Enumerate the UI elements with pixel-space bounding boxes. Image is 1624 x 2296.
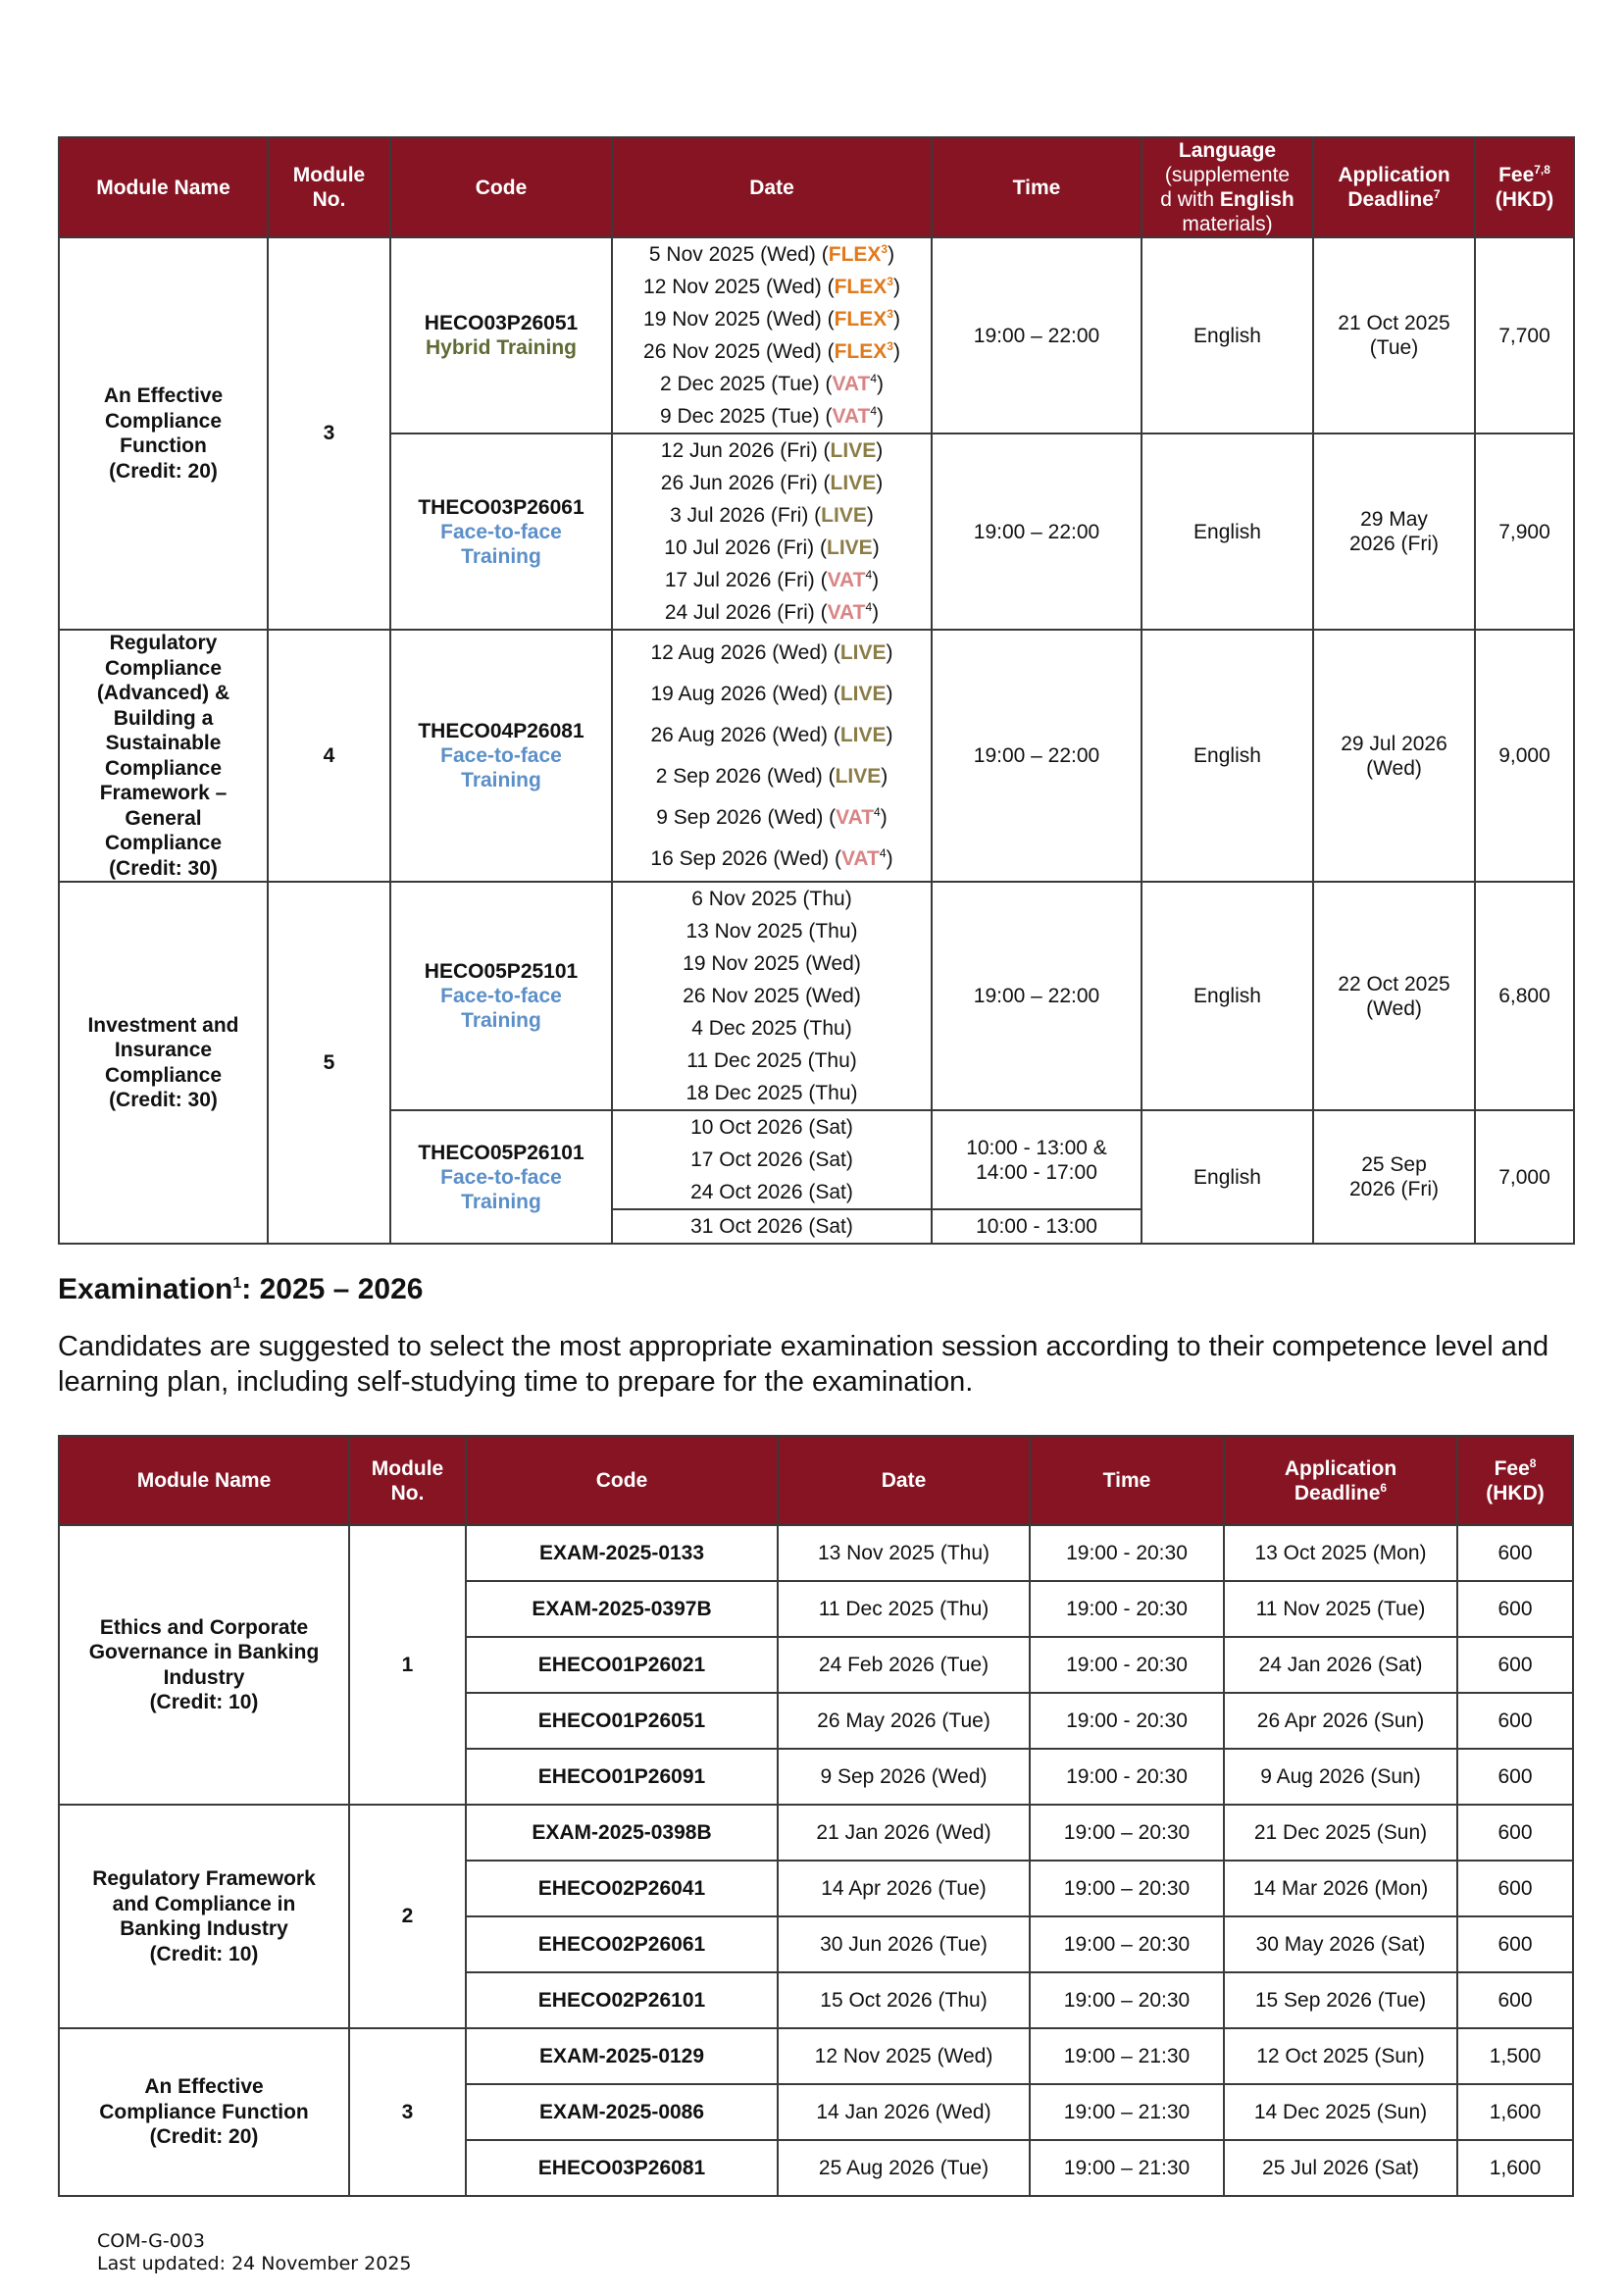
- exam-date-cell: 24 Feb 2026 (Tue): [778, 1637, 1030, 1693]
- module-no-cell: 1: [349, 1525, 466, 1805]
- header-code: Code: [466, 1436, 778, 1525]
- exam-time-cell: 19:00 – 20:30: [1030, 1805, 1224, 1861]
- fee-cell: 1,600: [1457, 2140, 1573, 2196]
- fee-cell: 600: [1457, 1861, 1573, 1916]
- fee-cell: 6,800: [1475, 882, 1574, 1110]
- delivery-mode: Face-to-face Training: [440, 520, 562, 568]
- training-schedule-table: [58, 136, 1575, 1245]
- class-code: HECO05P25101: [424, 960, 579, 983]
- header-module-no: Module No.: [349, 1436, 466, 1525]
- table-row: [59, 237, 1574, 434]
- table-row: [59, 1525, 1573, 1581]
- class-code: HECO03P26051: [424, 312, 579, 334]
- header-date: Date: [612, 137, 932, 237]
- delivery-mode: Face-to-face Training: [440, 985, 562, 1032]
- date-item: 24 Jul 2026 (Fri) (VAT$^4$): [664, 600, 880, 624]
- date-item: 12 Aug 2026 (Wed) (LIVE): [650, 640, 893, 664]
- deadline-cell: 9 Aug 2026 (Sun): [1224, 1749, 1457, 1805]
- table-header-row: [59, 1436, 1573, 1525]
- document-code: COM-G-003: [97, 2230, 206, 2252]
- date-item: 24 Oct 2026 (Sat): [690, 1181, 853, 1203]
- exam-section-description: Candidates are suggested to select the most appropriate examination session according to their competence level and learning plan, including self-studying time to prepare for the examination.: [58, 1331, 1549, 1398]
- module-no-cell: 5: [268, 882, 390, 1244]
- class-code: THECO04P26081: [418, 720, 584, 742]
- deadline-cell: 29 May 2026 (Fri): [1313, 434, 1475, 630]
- delivery-mode: Hybrid Training: [425, 336, 577, 359]
- deadline-cell: 12 Oct 2025 (Sun): [1224, 2028, 1457, 2084]
- table-row: [59, 882, 1574, 1110]
- exam-code-cell: EHECO02P26101: [466, 1972, 778, 2028]
- deadline-cell: 24 Jan 2026 (Sat): [1224, 1637, 1457, 1693]
- exam-date-cell: 26 May 2026 (Tue): [778, 1693, 1030, 1749]
- date-item: 10 Oct 2026 (Sat): [690, 1116, 853, 1139]
- exam-time-cell: 19:00 - 20:30: [1030, 1693, 1224, 1749]
- fee-cell: 9,000: [1475, 630, 1574, 882]
- module-name-cell: Ethics and Corporate Governance in Banking Industry (Credit: 10): [59, 1525, 349, 1805]
- exam-code-cell: EXAM-2025-0398B: [466, 1805, 778, 1861]
- language-cell: English: [1142, 434, 1313, 630]
- deadline-cell: 14 Mar 2026 (Mon): [1224, 1861, 1457, 1916]
- deadline-cell: 15 Sep 2026 (Tue): [1224, 1972, 1457, 2028]
- header-module-name: Module Name: [59, 137, 268, 237]
- module-no-cell: 4: [268, 630, 390, 882]
- fee-cell: 600: [1457, 1972, 1573, 2028]
- deadline-cell: 30 May 2026 (Sat): [1224, 1916, 1457, 1972]
- time-cell: 19:00 – 22:00: [932, 630, 1142, 882]
- module-name-cell: Investment and Insurance Compliance (Credit: 30): [59, 882, 268, 1244]
- fee-cell: 600: [1457, 1637, 1573, 1693]
- exam-time-cell: 19:00 - 20:30: [1030, 1749, 1224, 1805]
- class-code-cell: [390, 237, 612, 434]
- exam-time-cell: 19:00 - 20:30: [1030, 1637, 1224, 1693]
- exam-time-cell: 19:00 - 20:30: [1030, 1581, 1224, 1637]
- exam-time-cell: 19:00 – 20:30: [1030, 1972, 1224, 2028]
- exam-code-cell: EHECO02P26061: [466, 1916, 778, 1972]
- date-item: 19 Nov 2025 (Wed) (FLEX$^3$): [643, 307, 900, 331]
- dates-cell: [612, 1110, 932, 1209]
- exam-code-cell: EXAM-2025-0086: [466, 2084, 778, 2140]
- date-item: 26 Aug 2026 (Wed) (LIVE): [650, 723, 893, 746]
- fee-cell: 7,700: [1475, 237, 1574, 434]
- exam-date-cell: 13 Nov 2025 (Thu): [778, 1525, 1030, 1581]
- date-item: 17 Jul 2026 (Fri) (VAT$^4$): [664, 568, 880, 591]
- module-no-cell: 3: [349, 2028, 466, 2196]
- class-code-cell: [390, 434, 612, 630]
- date-item: 13 Nov 2025 (Thu): [685, 920, 858, 943]
- table-row: [59, 630, 1574, 882]
- exam-section-title: Examination$^1$: 2025 – 2026: [58, 1273, 424, 1305]
- last-updated: Last updated: 24 November 2025: [97, 2253, 412, 2274]
- date-item: 5 Nov 2025 (Wed) (FLEX$^3$): [648, 242, 895, 266]
- deadline-cell: 26 Apr 2026 (Sun): [1224, 1693, 1457, 1749]
- header-module-name: Module Name: [59, 1436, 349, 1525]
- class-code-cell: [390, 630, 612, 882]
- footer: [97, 2230, 1588, 2275]
- fee-cell: 1,500: [1457, 2028, 1573, 2084]
- class-code-cell: [390, 882, 612, 1110]
- exam-time-cell: 19:00 – 20:30: [1030, 1861, 1224, 1916]
- class-code-cell: [390, 1110, 612, 1244]
- date-item: 10 Jul 2026 (Fri) (LIVE): [664, 536, 880, 559]
- fee-cell: 600: [1457, 1805, 1573, 1861]
- date-item: 2 Sep 2026 (Wed) (LIVE): [655, 764, 888, 788]
- delivery-mode: Face-to-face Training: [440, 1165, 562, 1213]
- fee-cell: 600: [1457, 1916, 1573, 1972]
- exam-code-cell: EHECO02P26041: [466, 1861, 778, 1916]
- date-item: 19 Aug 2026 (Wed) (LIVE): [650, 682, 893, 705]
- exam-date-cell: 30 Jun 2026 (Tue): [778, 1916, 1030, 1972]
- fee-cell: 600: [1457, 1525, 1573, 1581]
- exam-code-cell: EXAM-2025-0397B: [466, 1581, 778, 1637]
- date-item: 4 Dec 2025 (Thu): [691, 1017, 852, 1040]
- dates-cell: 31 Oct 2026 (Sat): [612, 1209, 932, 1244]
- dates-cell: [612, 882, 932, 1110]
- fee-cell: 7,000: [1475, 1110, 1574, 1244]
- exam-date-cell: 21 Jan 2026 (Wed): [778, 1805, 1030, 1861]
- time-cell: 19:00 – 22:00: [932, 434, 1142, 630]
- exam-date-cell: 9 Sep 2026 (Wed): [778, 1749, 1030, 1805]
- exam-code-cell: EHECO01P26051: [466, 1693, 778, 1749]
- header-application-deadline: Application Deadline$^7$: [1313, 137, 1475, 237]
- exam-date-cell: 14 Jan 2026 (Wed): [778, 2084, 1030, 2140]
- exam-time-cell: 19:00 – 21:30: [1030, 2140, 1224, 2196]
- header-language: Language (supplemente d with English materials): [1142, 137, 1313, 237]
- deadline-cell: 25 Jul 2026 (Sat): [1224, 2140, 1457, 2196]
- table-header-row: [59, 137, 1574, 237]
- date-item: 9 Sep 2026 (Wed) (VAT$^4$): [656, 804, 888, 829]
- date-item: 12 Jun 2026 (Fri) (LIVE): [660, 439, 884, 462]
- module-name-cell: An Effective Compliance Function (Credit: 20): [59, 2028, 349, 2196]
- language-cell: English: [1142, 1110, 1313, 1244]
- table-row: [59, 2028, 1573, 2084]
- exam-date-cell: 12 Nov 2025 (Wed): [778, 2028, 1030, 2084]
- exam-code-cell: EHECO01P26091: [466, 1749, 778, 1805]
- fee-cell: 7,900: [1475, 434, 1574, 630]
- class-code: THECO05P26101: [418, 1141, 584, 1164]
- date-item: 26 Jun 2026 (Fri) (LIVE): [660, 472, 884, 494]
- exam-code-cell: EHECO03P26081: [466, 2140, 778, 2196]
- time-cell: 19:00 – 22:00: [932, 237, 1142, 434]
- fee-cell: 600: [1457, 1581, 1573, 1637]
- date-item: 18 Dec 2025 (Thu): [685, 1082, 858, 1104]
- language-cell: English: [1142, 630, 1313, 882]
- exam-schedule-table: [58, 1435, 1574, 2197]
- language-cell: English: [1142, 882, 1313, 1110]
- header-module-no: Module No.: [268, 137, 390, 237]
- dates-cell: [612, 434, 932, 630]
- header-time: Time: [932, 137, 1142, 237]
- date-item: 9 Dec 2025 (Tue) (VAT$^4$): [659, 404, 885, 428]
- time-cell: 10:00 - 13:00 & 14:00 - 17:00: [932, 1110, 1142, 1209]
- fee-cell: 1,600: [1457, 2084, 1573, 2140]
- exam-date-cell: 14 Apr 2026 (Tue): [778, 1861, 1030, 1916]
- exam-time-cell: 19:00 – 21:30: [1030, 2028, 1224, 2084]
- time-cell: 19:00 – 22:00: [932, 882, 1142, 1110]
- table-row: [59, 1805, 1573, 1861]
- exam-date-cell: 11 Dec 2025 (Thu): [778, 1581, 1030, 1637]
- exam-time-cell: 19:00 - 20:30: [1030, 1525, 1224, 1581]
- deadline-cell: 21 Oct 2025 (Tue): [1313, 237, 1475, 434]
- deadline-cell: 21 Dec 2025 (Sun): [1224, 1805, 1457, 1861]
- dates-cell: [612, 630, 932, 882]
- date-item: 3 Jul 2026 (Fri) (LIVE): [670, 504, 874, 527]
- date-item: 6 Nov 2025 (Thu): [691, 888, 852, 910]
- deadline-cell: 22 Oct 2025 (Wed): [1313, 882, 1475, 1110]
- delivery-mode: Face-to-face Training: [440, 744, 562, 791]
- date-item: 26 Nov 2025 (Wed) (FLEX$^3$): [643, 339, 900, 363]
- module-name-cell: An Effective Compliance Function (Credit: 20): [59, 237, 268, 630]
- fee-cell: 600: [1457, 1693, 1573, 1749]
- date-item: 26 Nov 2025 (Wed): [683, 985, 861, 1007]
- date-item: 17 Oct 2026 (Sat): [690, 1148, 853, 1171]
- deadline-cell: 14 Dec 2025 (Sun): [1224, 2084, 1457, 2140]
- dates-cell: [612, 237, 932, 434]
- deadline-cell: 11 Nov 2025 (Tue): [1224, 1581, 1457, 1637]
- date-item: 12 Nov 2025 (Wed) (FLEX$^3$): [643, 275, 900, 298]
- header-date: Date: [778, 1436, 1030, 1525]
- exam-date-cell: 25 Aug 2026 (Tue): [778, 2140, 1030, 2196]
- class-code: THECO03P26061: [418, 495, 584, 519]
- exam-time-cell: 19:00 – 21:30: [1030, 2084, 1224, 2140]
- language-cell: English: [1142, 237, 1313, 434]
- exam-date-cell: 15 Oct 2026 (Thu): [778, 1972, 1030, 2028]
- module-no-cell: 2: [349, 1805, 466, 2028]
- exam-code-cell: EHECO01P26021: [466, 1637, 778, 1693]
- header-application-deadline: Application Deadline$^6$: [1224, 1436, 1457, 1525]
- time-cell: 10:00 - 13:00: [932, 1209, 1142, 1244]
- header-time: Time: [1030, 1436, 1224, 1525]
- header-code: Code: [390, 137, 612, 237]
- exam-code-cell: EXAM-2025-0133: [466, 1525, 778, 1581]
- module-no-cell: 3: [268, 237, 390, 630]
- exam-code-cell: EXAM-2025-0129: [466, 2028, 778, 2084]
- module-name-cell: Regulatory Compliance (Advanced) & Building a Sustainable Compliance Framework – General Compliance (Credit: 30): [59, 630, 268, 882]
- module-name-cell: Regulatory Framework and Compliance in Banking Industry (Credit: 10): [59, 1805, 349, 2028]
- fee-cell: 600: [1457, 1749, 1573, 1805]
- exam-time-cell: 19:00 – 20:30: [1030, 1916, 1224, 1972]
- header-fee: Fee$^8$ (HKD): [1457, 1436, 1573, 1525]
- deadline-cell: 29 Jul 2026 (Wed): [1313, 630, 1475, 882]
- date-item: 19 Nov 2025 (Wed): [683, 952, 861, 975]
- date-item: 11 Dec 2025 (Thu): [686, 1049, 857, 1072]
- date-item: 16 Sep 2026 (Wed) (VAT$^4$): [650, 845, 893, 870]
- deadline-cell: 25 Sep 2026 (Fri): [1313, 1110, 1475, 1244]
- header-fee: Fee$^{7,8}$ (HKD): [1475, 137, 1574, 237]
- deadline-cell: 13 Oct 2025 (Mon): [1224, 1525, 1457, 1581]
- date-item: 2 Dec 2025 (Tue) (VAT$^4$): [659, 372, 885, 395]
